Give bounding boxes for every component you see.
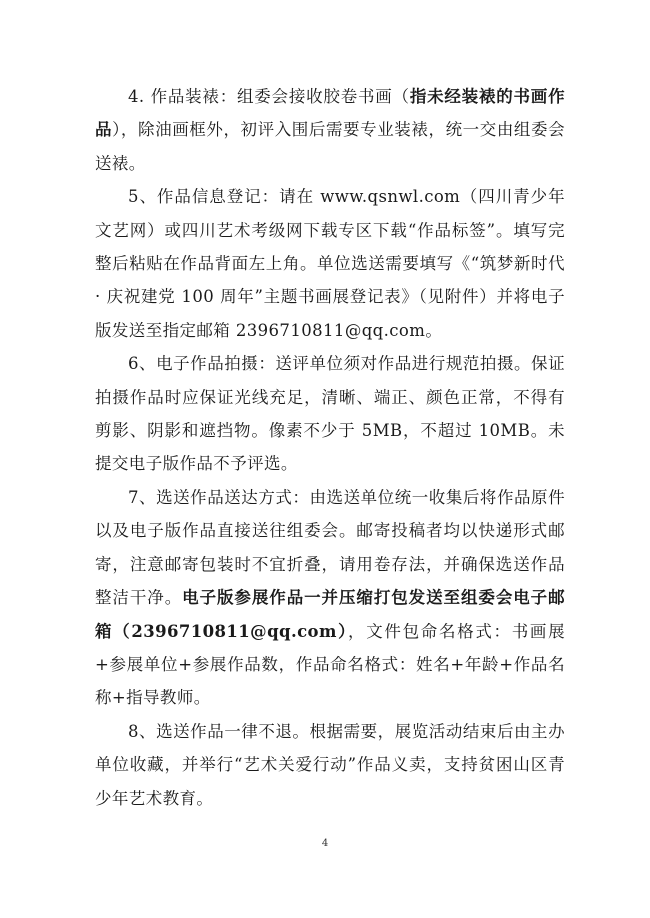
text-segment: 7、选送作品送达方式：由选送单位统一收集后将作品原件以及电子版作品直接送往组委会。邮寄投稿者均以快递形式邮寄，注意邮寄包装时不宜折叠，请用卷存法，并确保选送作品整洁干净。	[95, 487, 565, 608]
text-segment: ），除油画框外，初评入围后需要专业装裱，统一交由组委会送裱。	[95, 120, 565, 173]
paragraph-mounting	[95, 80, 565, 180]
paragraph-photography	[95, 347, 565, 481]
text-segment: 4. 作品装裱：组委会接收胶卷书画（	[128, 87, 410, 106]
text-segment: 5、作品信息登记：请在 www.qsnwl.com（四川青少年文艺网）或四川艺术考级网下载专区下载“作品标签”。填写完整后粘贴在作品背面左上角。单位选送需要填写《“筑梦新时代 · 庆祝建党 100 周年”主题书画展登记表》（见附件）并将电子版发送至指定邮箱 2396710811@qq.com。	[95, 187, 565, 340]
text-segment-bold: 电子版参展作品一并压缩打包发送至组委会电子邮箱（2396710811@qq.com）	[95, 588, 565, 641]
paragraph-registration	[95, 180, 565, 347]
paragraph-delivery	[95, 481, 565, 715]
text-segment-bold: 指未经装裱的书画作品	[95, 87, 565, 140]
text-segment: 6、电子作品拍摄：送评单位须对作品进行规范拍摄。保证拍摄作品时应保证光线充足，清晰、端正、颜色正常，不得有剪影、阴影和遮挡物。像素不少于 5MB，不超过 10MB。未提交电子版作品不予评选。	[95, 354, 565, 474]
text-segment: 8、选送作品一律不退。根据需要，展览活动结束后由主办单位收藏，并举行“艺术关爱行动”作品义卖，支持贫困山区青少年艺术教育。	[95, 721, 565, 808]
paragraph-no-return	[95, 715, 565, 815]
document-body	[95, 80, 565, 815]
text-segment: ，文件包命名格式：书画展+参展单位+参展作品数，作品命名格式：姓名+年龄+作品名称+指导教师。	[95, 621, 565, 708]
page-number: 4	[321, 838, 329, 849]
